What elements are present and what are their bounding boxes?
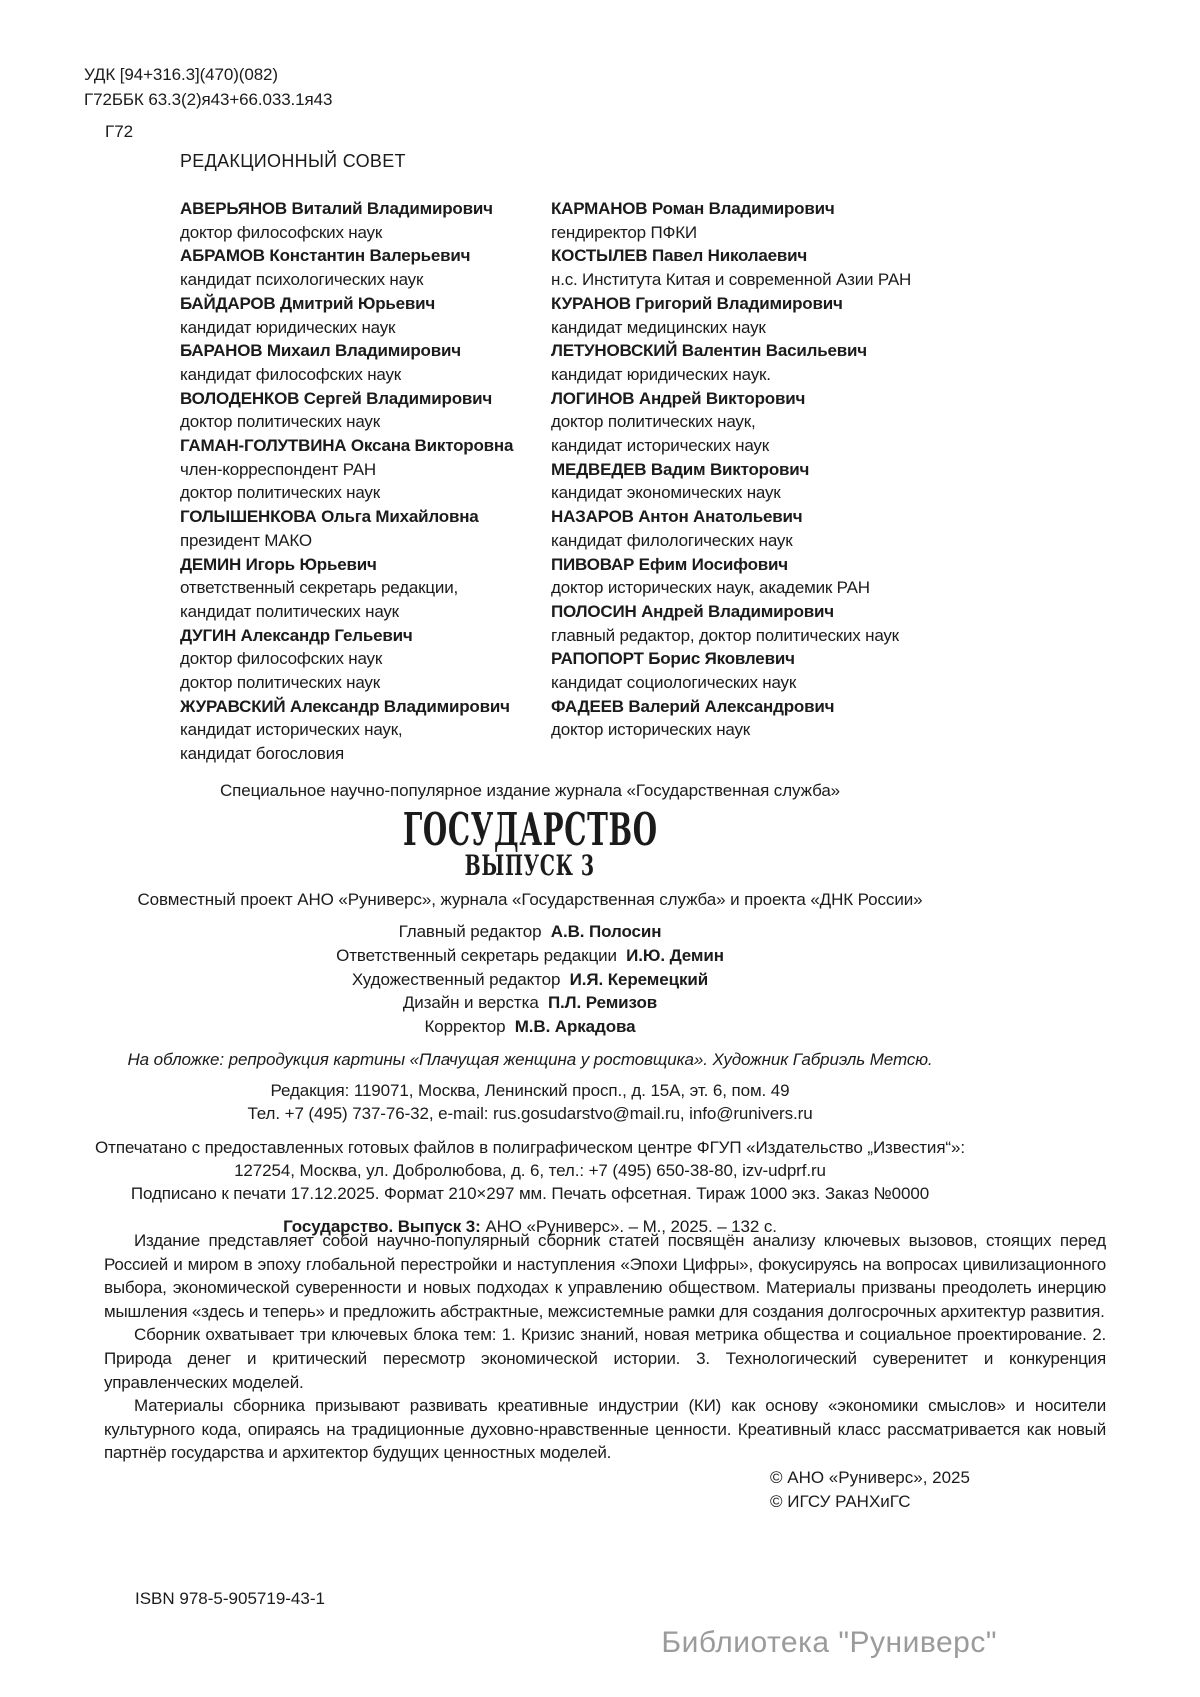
cover-note: На обложке: репродукция картины «Плачущая женщина у ростовщика». Художник Габриэль Метсю. xyxy=(127,1049,933,1069)
board-member xyxy=(180,505,551,552)
annotation-paragraph: Издание представляет собой научно-популярный сборник статей посвящён анализу ключевых вызовов, стоящих перед Россией и миром в эпоху глобальной перестройки и наступления «Эпохи Цифры», фокусируясь на вопросах цивилизационного выбора, экономической суверенности и новых подходах к управлению обществом. Материалы призваны преодолеть инерцию мышления «здесь и теперь» и предложить абстрактные, межсистемные рамки для создания долгосрочных архитектур развития. xyxy=(104,1231,1106,1321)
board-member-name: ЛЕТУНОВСКИЙ Валентин Васильевич xyxy=(551,341,867,361)
board-member-name: ПИВОВАР Ефим Иосифович xyxy=(551,554,788,574)
print-info-line: Подписано к печати 17.12.2025. Формат 210×297 мм. Печать офсетная. Тираж 1000 экз. Заказ №0000 xyxy=(130,1184,930,1204)
editorial-board-left-column xyxy=(180,197,551,766)
isbn: ISBN 978-5-905719-43-1 xyxy=(135,1589,325,1608)
board-member-role: доктор философских наук xyxy=(180,222,383,242)
staff-line xyxy=(0,991,1060,1015)
board-member-roles xyxy=(551,671,1110,695)
print-info-line: Отпечатано с предоставленных готовых файлов в полиграфическом центре ФГУП «Издательство „Известия“»: xyxy=(95,1137,965,1157)
board-member xyxy=(180,695,551,766)
board-member-roles xyxy=(180,458,551,505)
board-member-roles xyxy=(180,268,551,292)
board-member xyxy=(180,434,551,505)
editorial-board-columns xyxy=(180,197,1110,766)
board-member-roles xyxy=(551,268,1110,292)
board-member xyxy=(180,244,551,291)
copyright-line: © ИГСУ РАНХиГС xyxy=(770,1491,911,1511)
board-member-role: доктор исторических наук xyxy=(551,720,750,740)
annotation xyxy=(104,1229,1106,1465)
board-member-role: кандидат юридических наук xyxy=(180,317,396,337)
edition-block xyxy=(0,770,1060,1238)
board-member-name: ВОЛОДЕНКОВ Сергей Владимирович xyxy=(180,388,493,408)
staff-line xyxy=(0,1015,1060,1039)
board-member-name: КУРАНОВ Григорий Владимирович xyxy=(551,293,843,313)
board-member xyxy=(180,339,551,386)
board-member-role: кандидат социологических наук xyxy=(551,673,797,693)
board-member-name: НАЗАРОВ Антон Анатольевич xyxy=(551,507,803,527)
issue-title xyxy=(0,851,1060,881)
print-info-line: 127254, Москва, ул. Добролюбова, д. 6, тел.: +7 (495) 650-38-80, izv-udprf.ru xyxy=(234,1161,826,1181)
board-member xyxy=(551,600,1110,647)
classification-codes xyxy=(84,62,332,112)
board-member xyxy=(180,197,551,244)
board-member xyxy=(180,624,551,695)
board-member-name: БАРАНОВ Михаил Владимирович xyxy=(180,341,461,361)
board-member-role: кандидат юридических наук. xyxy=(551,364,771,384)
author-sign-code: Г72 xyxy=(105,122,134,141)
board-member xyxy=(180,387,551,434)
issue-title-text: ВЫПУСК 3 xyxy=(464,849,596,882)
board-member-roles xyxy=(551,624,1110,648)
board-member-name: ПОЛОСИН Андрей Владимирович xyxy=(551,601,834,621)
board-member-name: КОСТЫЛЕВ Павел Николаевич xyxy=(551,246,808,266)
staff-line xyxy=(0,968,1060,992)
udc-code: УДК [94+316.3](470)(082) xyxy=(84,65,278,84)
board-member-role: президент МАКО xyxy=(180,530,312,550)
board-member-name: МЕДВЕДЕВ Вадим Викторович xyxy=(551,459,810,479)
board-member-role: кандидат исторических наук xyxy=(551,436,769,456)
board-member-name: РАПОПОРТ Борис Яковлевич xyxy=(551,649,795,669)
board-member-role: кандидат экономических наук xyxy=(551,483,781,503)
staff-role-label: Главный редактор xyxy=(398,922,542,941)
board-member-role: кандидат политических наук xyxy=(180,601,399,621)
board-member-role: кандидат филологических наук xyxy=(551,530,793,550)
board-member-roles xyxy=(551,221,1110,245)
board-member-name: ФАДЕЕВ Валерий Александрович xyxy=(551,696,835,716)
board-member xyxy=(551,647,1110,694)
board-member-roles xyxy=(180,647,551,694)
board-member-role: доктор исторических наук, академик РАН xyxy=(551,578,870,598)
board-member-role: доктор философских наук xyxy=(180,649,383,669)
board-member-roles xyxy=(551,576,1110,600)
editorial-address xyxy=(0,1079,1060,1126)
board-member xyxy=(551,292,1110,339)
book-title-text: ГОСУДАРСТВО xyxy=(402,803,658,856)
staff-role-label: Ответственный секретарь редакции xyxy=(336,945,617,965)
copyright-block xyxy=(770,1466,970,1513)
board-member-roles xyxy=(180,576,551,623)
board-member xyxy=(551,553,1110,600)
board-member-roles xyxy=(551,529,1110,553)
board-member-role: кандидат богословия xyxy=(180,744,345,764)
board-member-role: доктор политических наук xyxy=(180,483,380,503)
staff-person-name: П.Л. Ремизов xyxy=(547,993,658,1013)
citation-lead: Государство. Выпуск 3: xyxy=(283,1216,481,1236)
board-member-roles xyxy=(551,316,1110,340)
staff-list xyxy=(0,920,1060,1039)
board-member-roles xyxy=(180,529,551,553)
annotation-paragraph: Сборник охватывает три ключевых блока тем: 1. Кризис знаний, новая метрика общества и социальное проектирование. 2. Природа денег и критический пересмотр экономической истории. 3. Технологический суверенитет и конкуренция управленческих моделей. xyxy=(104,1325,1106,1392)
board-member-roles xyxy=(180,718,551,765)
staff-role-label: Художественный редактор xyxy=(351,969,561,989)
staff-line xyxy=(0,920,1060,944)
copyright-line: © АНО «Руниверс», 2025 xyxy=(770,1468,970,1487)
editorial-board-heading: РЕДАКЦИОННЫЙ СОВЕТ xyxy=(180,151,406,171)
board-member-name: АБРАМОВ Константин Валерьевич xyxy=(180,246,471,266)
board-member xyxy=(551,458,1110,505)
board-member xyxy=(180,292,551,339)
address-line: Редакция: 119071, Москва, Ленинский просп., д. 15А, эт. 6, пом. 49 xyxy=(270,1080,790,1100)
board-member-name: АВЕРЬЯНОВ Виталий Владимирович xyxy=(180,199,493,218)
board-member-roles xyxy=(180,363,551,387)
library-watermark: Библиотека "Руниверс" xyxy=(661,1626,997,1659)
board-member xyxy=(551,244,1110,291)
board-member-role: н.с. Института Китая и современной Азии РАН xyxy=(551,270,912,290)
board-member-name: КАРМАНОВ Роман Владимирович xyxy=(551,199,835,218)
board-member-role: кандидат психологических наук xyxy=(180,270,424,290)
board-member xyxy=(551,197,1110,244)
board-member-role: главный редактор, доктор политических наук xyxy=(551,625,899,645)
board-member-role: член-корреспондент РАН xyxy=(180,459,376,479)
board-member-roles xyxy=(180,410,551,434)
staff-role-label: Дизайн и верстка xyxy=(402,993,539,1013)
edition-note: Специальное научно-популярное издание журнала «Государственная служба» xyxy=(219,781,841,800)
staff-person-name: И.Я. Керемецкий xyxy=(569,969,709,989)
board-member-role: кандидат философских наук xyxy=(180,364,402,384)
board-member-roles xyxy=(551,481,1110,505)
board-member-name: ЖУРАВСКИЙ Александр Владимирович xyxy=(180,696,510,716)
board-member-role: ответственный секретарь редакции, xyxy=(180,578,459,598)
staff-role-label: Корректор xyxy=(424,1017,506,1037)
board-member xyxy=(551,339,1110,386)
joint-project-note: Совместный проект АНО «Руниверс», журнала «Государственная служба» и проекта «ДНК России» xyxy=(137,890,923,909)
staff-person-name: А.В. Полосин xyxy=(550,922,662,941)
citation-rest: АНО «Руниверс». – М., 2025. – 132 с. xyxy=(480,1216,777,1236)
board-member-roles xyxy=(551,363,1110,387)
board-member-role: доктор политических наук xyxy=(180,673,380,693)
staff-person-name: М.В. Аркадова xyxy=(514,1017,636,1037)
board-member xyxy=(551,387,1110,458)
editorial-board xyxy=(180,151,1110,766)
board-member-roles xyxy=(180,221,551,245)
print-info xyxy=(0,1136,1060,1206)
board-member-name: БАЙДАРОВ Дмитрий Юрьевич xyxy=(180,293,436,313)
board-member-name: ГАМАН-ГОЛУТВИНА Оксана Викторовна xyxy=(180,436,514,456)
board-member-roles xyxy=(180,316,551,340)
staff-person-name: И.Ю. Демин xyxy=(626,945,724,965)
board-member-name: ДЕМИН Игорь Юрьевич xyxy=(180,554,377,574)
board-member xyxy=(180,553,551,624)
bbk-code: Г72ББК 63.3(2)я43+66.033.1я43 xyxy=(84,90,333,109)
board-member-name: ДУГИН Александр Гельевич xyxy=(180,625,413,645)
board-member-role: доктор политических наук xyxy=(180,412,380,432)
board-member-name: ЛОГИНОВ Андрей Викторович xyxy=(551,388,806,408)
board-member xyxy=(551,695,1110,742)
staff-line xyxy=(0,944,1060,968)
board-member-role: гендиректор ПФКИ xyxy=(551,222,697,242)
board-member-roles xyxy=(551,718,1110,742)
board-member-role: кандидат медицинских наук xyxy=(551,317,766,337)
annotation-paragraph: Материалы сборника призывают развивать креативные индустрии (КИ) как основу «экономики смыслов» и носители культурного кода, опираясь на традиционные духовно-нравственные ценности. Креативный класс рассматривается как новый партнёр государства и архитектор будущих ценностных моделей. xyxy=(104,1396,1106,1463)
board-member-name: ГОЛЫШЕНКОВА Ольга Михайловна xyxy=(180,507,479,527)
board-member-role: кандидат исторических наук, xyxy=(180,720,403,740)
board-member xyxy=(551,505,1110,552)
book-title xyxy=(0,805,1060,855)
board-member-role: доктор политических наук, xyxy=(551,412,756,432)
address-line: Тел. +7 (495) 737-76-32, e-mail: rus.gosudarstvo@mail.ru, info@runivers.ru xyxy=(247,1104,813,1124)
editorial-board-right-column xyxy=(551,197,1110,766)
board-member-roles xyxy=(551,410,1110,457)
